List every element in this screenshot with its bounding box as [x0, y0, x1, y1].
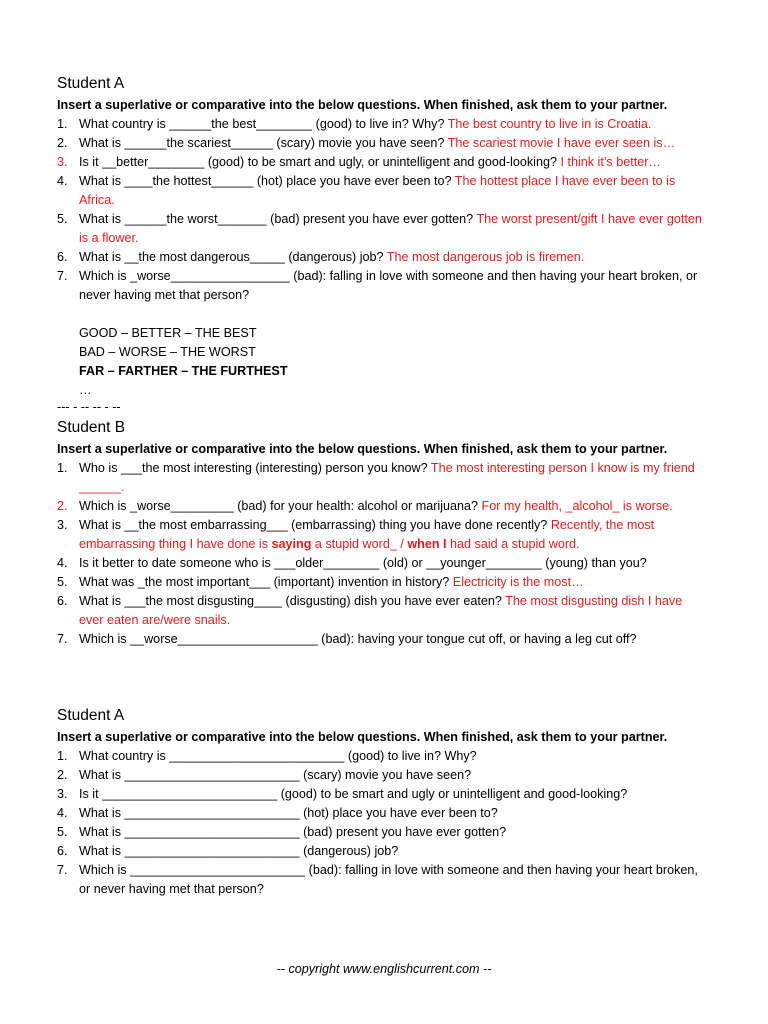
question-item	[57, 115, 705, 134]
question-item	[57, 630, 705, 649]
question-number: 2.	[57, 499, 68, 513]
question-number: 4.	[57, 806, 68, 820]
question-text: What is _________________________ (dangerous) job?	[79, 844, 399, 858]
answer-text: The best country to live in is Croatia.	[447, 117, 652, 131]
question-list	[57, 747, 705, 899]
comparison-ellipsis: …	[79, 383, 92, 397]
comparison-forms	[57, 324, 705, 400]
question-text: Who is ___the most interesting (interesting) person you know?	[79, 461, 431, 475]
question-item	[57, 804, 705, 823]
comparison-far: FAR – FARTHER – THE FURTHEST	[79, 364, 288, 378]
question-number: 7.	[57, 863, 68, 877]
answer-text: I think it’s better…	[560, 155, 662, 169]
section-student-a-blank	[57, 706, 705, 899]
question-text: What is __the most embarrassing___ (embarrassing) thing you have done recently?	[79, 518, 551, 532]
question-item	[57, 592, 705, 630]
question-item	[57, 747, 705, 766]
answer-text: The most dangerous job is firemen.	[386, 250, 585, 264]
section-title: Student A	[57, 75, 125, 92]
question-item	[57, 134, 705, 153]
question-text: What was _the most important___ (important) invention in history?	[79, 575, 453, 589]
question-text: What country is ______the best________ (good) to live in? Why?	[79, 117, 448, 131]
question-item	[57, 497, 705, 516]
question-number: 5.	[57, 575, 68, 589]
question-item	[57, 153, 705, 172]
answer-part: had said a stupid word.	[446, 537, 580, 551]
question-item	[57, 554, 705, 573]
question-text: What is ______the scariest______ (scary) movie you have seen?	[79, 136, 448, 150]
answer-text: The most disgusting dish I have ever eaten are/were snails.	[79, 594, 683, 627]
section-student-b	[57, 418, 705, 649]
copyright-footer: -- copyright www.englishcurrent.com --	[276, 962, 492, 976]
answer-text: The most interesting person I know is my friend ______.	[79, 461, 695, 494]
question-text: What is _________________________ (scary) movie you have seen?	[79, 768, 472, 782]
question-item	[57, 459, 705, 497]
question-number: 6.	[57, 594, 68, 608]
question-number: 2.	[57, 136, 68, 150]
answer-text: Electricity is the most…	[452, 575, 584, 589]
question-number: 3.	[57, 518, 68, 532]
worksheet-page	[57, 74, 705, 899]
question-text: Which is _worse_________ (bad) for your health: alcohol or marijuana?	[79, 499, 482, 513]
question-number: 5.	[57, 825, 68, 839]
answer-text: For my health, _alcohol_ is worse.	[481, 499, 673, 513]
question-list	[57, 459, 705, 649]
answer-part: Recently, the most embarrassing thing I have done is	[79, 518, 655, 551]
comparison-bad: BAD – WORSE – THE WORST	[79, 345, 256, 359]
answer-text: The hottest place I have ever been to is Africa.	[79, 174, 676, 207]
answer-text: The worst present/gift I have ever gotten is a flower.	[79, 212, 702, 245]
question-list	[57, 115, 705, 305]
question-number: 3.	[57, 155, 68, 169]
comparison-good: GOOD – BETTER – THE BEST	[79, 326, 257, 340]
question-item	[57, 766, 705, 785]
question-number: 4.	[57, 174, 68, 188]
instructions: Insert a superlative or comparative into the below questions. When finished, ask them to your partner.	[57, 442, 668, 456]
question-text: What is _________________________ (bad) present you have ever gotten?	[79, 825, 507, 839]
question-text: Is it __better________ (good) to be smart and ugly, or unintelligent and good-looking?	[79, 155, 561, 169]
question-item	[57, 248, 705, 267]
question-text: Is it _________________________ (good) to be smart and ugly or unintelligent and good-looking?	[79, 787, 628, 801]
question-number: 3.	[57, 787, 68, 801]
question-item	[57, 267, 705, 305]
question-text: What is _________________________ (hot) place you have ever been to?	[79, 806, 498, 820]
question-item	[57, 573, 705, 592]
question-item	[57, 861, 705, 899]
question-number: 1.	[57, 461, 68, 475]
question-text: Which is _________________________ (bad): falling in love with someone and then having your heart broken, or never having met that person?	[79, 863, 698, 896]
divider-line: --- - -- -- - --	[57, 400, 121, 414]
answer-bold: when I	[407, 537, 447, 551]
question-number: 2.	[57, 768, 68, 782]
question-item	[57, 172, 705, 210]
instructions: Insert a superlative or comparative into the below questions. When finished, ask them to your partner.	[57, 730, 668, 744]
section-title: Student B	[57, 419, 126, 436]
answer-bold: saying	[271, 537, 312, 551]
question-number: 7.	[57, 269, 68, 283]
answer-part: a stupid word_ /	[311, 537, 408, 551]
question-item	[57, 210, 705, 248]
question-text: What country is _________________________ (good) to live in? Why?	[79, 749, 477, 763]
section-title: Student A	[57, 707, 125, 724]
question-number: 1.	[57, 117, 68, 131]
instructions: Insert a superlative or comparative into the below questions. When finished, ask them to your partner.	[57, 98, 668, 112]
question-text: What is ___the most disgusting____ (disgusting) dish you have ever eaten?	[79, 594, 506, 608]
question-number: 6.	[57, 250, 68, 264]
section-student-a	[57, 74, 705, 414]
question-text: What is ______the worst_______ (bad) present you have ever gotten?	[79, 212, 477, 226]
question-number: 4.	[57, 556, 68, 570]
question-item	[57, 823, 705, 842]
question-text: Which is _worse_________________ (bad): falling in love with someone and then having your heart broken, or never having met that person?	[79, 269, 698, 302]
question-number: 1.	[57, 749, 68, 763]
question-number: 6.	[57, 844, 68, 858]
answer-text: The scariest movie I have ever seen is…	[447, 136, 676, 150]
question-number: 7.	[57, 632, 68, 646]
question-text: Is it better to date someone who is ___older________ (old) or __younger________ (young) than you?	[79, 556, 647, 570]
question-text: Which is __worse____________________ (bad): having your tongue cut off, or having a leg cut off?	[79, 632, 637, 646]
question-item	[57, 842, 705, 861]
question-number: 5.	[57, 212, 68, 226]
question-text: What is __the most dangerous_____ (dangerous) job?	[79, 250, 387, 264]
question-item	[57, 785, 705, 804]
question-text: What is ____the hottest______ (hot) place you have ever been to?	[79, 174, 455, 188]
question-item	[57, 516, 705, 554]
